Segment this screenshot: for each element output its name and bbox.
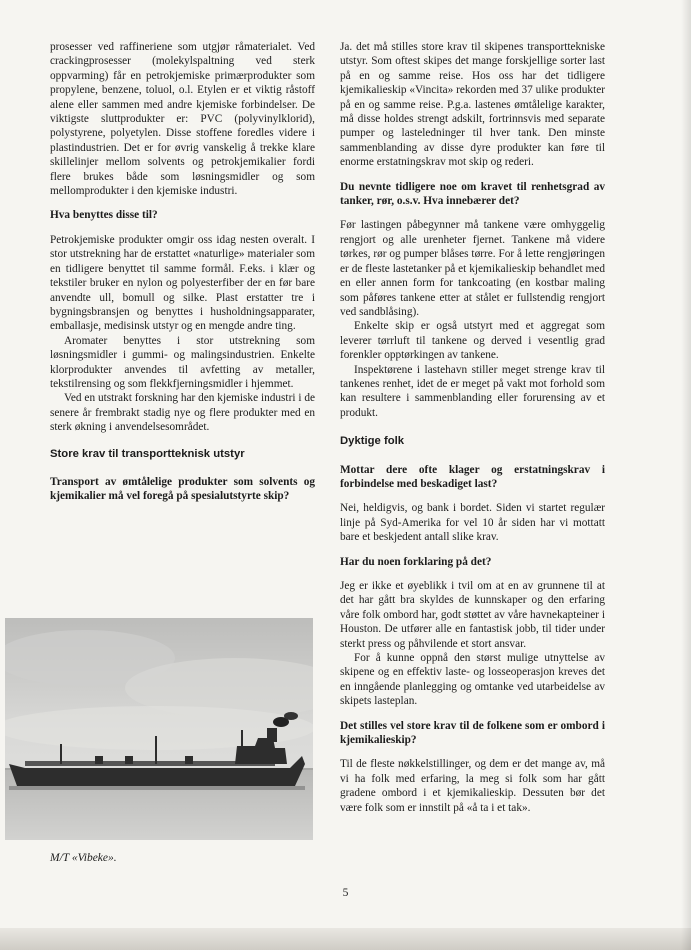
- right-paragraph-6: Jeg er ikke et øyeblikk i tvil om at en av grunnene til at det har gått bra skyldes de kunnskaper og den erfaring våre folk ombord har, godt støttet av våre havnekapteiner i Houston. De utfører alle en fantastisk jobb, til tider under sterkt press og påhvilende et stort ansvar.: [340, 580, 605, 650]
- photo-caption: M/T «Vibeke».: [50, 852, 117, 864]
- right-paragraph-1: Ja. det må stilles store krav til skipenes transporttekniske utstyr. Som oftest skipes det mange forskjellige sorter last på en og samme reise. Hos oss har det tidligere kjemikalieskip «Vincita» rekorden med 37 ulike produkter på en og samme reise. P.g.a. lastenes ømtålelige karakter, må disse holdes strengt adskilt, fortrinnsvis med separate pumper og lasteledninger til hver tank. Den minste sammenblanding av disse dyre produkter kan føre til enorme erstatningskrav mot skip og rederi.: [340, 41, 605, 169]
- right-question-4: Det stilles vel store krav til de folkene som er ombord i kjemikalieskip?: [340, 719, 605, 747]
- ship-photo: [5, 618, 313, 840]
- right-column: [340, 40, 605, 815]
- left-paragraph-1: prosesser ved raffineriene som utgjør råmaterialet. Ved crackingprosesser (molekylspaltning ved sterk oppvarming) får en petrokjemiske primærprodukter som propylene, benzene, toluol, o.l. Etylen er et viktig råstoff alene eller sammen med andre kjemiske forbindelser. De viktigste sluttprodukter er: PVC (polyvinylklorid), polystyrene, polyetylen. Disse stoffene foredles videre i plastindustrien. Det er for øvrig vanskelig å trekke klare skillelinjer mellom solvents og petrokjemikalier fordi flere brukes både som løsningsmidler og som mellomprodukter i den kjemiske industri.: [50, 41, 315, 198]
- right-paragraph-4: Inspektørene i lastehavn stiller meget strenge krav til tankenes renhet, idet de er meget på vakt mot forhold som kan resultere i sammenblanding eller forurensing av et produkt.: [340, 363, 605, 419]
- left-question-1: Hva benyttes disse til?: [50, 209, 158, 222]
- page-bottom-edge: [0, 928, 691, 950]
- right-question-1: Du nevnte tidligere noe om kravet til renhetsgrad av tanker, rør, o.s.v. Hva innebærer det?: [340, 180, 605, 208]
- right-section-heading: Dyktige folk: [340, 435, 405, 448]
- right-paragraph-7: For å kunne oppnå den størst mulige utnyttelse av skipene og en effektiv laste- og losseoperasjon kreves det en inngående planlegging og omtanke ved utarbeidelse av skipets lasteplan.: [340, 652, 605, 708]
- right-question-2: Mottar dere ofte klager og erstatningskrav i forbindelse med beskadiget last?: [340, 463, 605, 490]
- left-column: [50, 40, 315, 514]
- left-paragraph-2: Petrokjemiske produkter omgir oss idag nesten overalt. I stor utstrekning har de erstattet «naturlige» materialer som en tidligere benyttet til samme formål. F.eks. i klær og tekstiler bruker en nylon og polyesterfiber der en før bare anvendte ull, bomull og silke. Plast erstatter tre i bygningsbransjen og benyttes i husholdningsapparater, emballasje, medisinsk utstyr og en mengde andre ting.: [50, 233, 315, 333]
- left-paragraph-4: Ved en utstrakt forskning har den kjemiske industri i de senere år frembrakt stadig nye og flere produkter med en sterk økning i anvendelsesområdet.: [50, 392, 315, 434]
- left-question-2: Transport av ømtålelige produkter som solvents og kjemikalier må vel foregå på spesialutstyrte skip?: [50, 475, 315, 503]
- right-paragraph-8: Til de fleste nøkkelstillinger, og dem er det mange av, må vi ha folk med erfaring, la meg si folk som har gått gradene ombord i et kjemikalieskip. Dessuten bør det være folk som er innstilt på «å ta i et tak».: [340, 758, 605, 814]
- left-paragraph-3: Aromater benyttes i stor utstrekning som løsningsmidler i gummi- og malingsindustrien. Enkelte klorprodukter anvendes til avfetting av metaller, tekstilrensing og som flekkfjerningsmidler i hjemmet.: [50, 334, 315, 390]
- page-number: 5: [342, 887, 349, 899]
- right-question-3: Har du noen forklaring på det?: [340, 555, 492, 568]
- right-paragraph-2: Før lastingen påbegynner må tankene være omhyggelig rengjort og alle urenheter fjernet. Tankene må videre tørkes, rør og pumper blåses tørre. For å lette rengjøringen er de fleste lastetanker på et kjemikalieskip behandlet med en eller annen form for tankcoating (en kostbar maling som påføres tankene etter at stålet er fullstendig rengjort ved sandblåsing).: [340, 219, 605, 318]
- right-paragraph-3: Enkelte skip er også utstyrt med et aggregat som leverer tørrluft til tankene og derved i vesentlig grad forenkler opptørkingen av tankene.: [340, 320, 605, 362]
- page-right-shadow: [681, 0, 691, 950]
- right-paragraph-5: Nei, heldigvis, og bank i bordet. Siden vi startet regulær linje på Syd-Amerika for vel 10 år siden har vi mottatt bare et beskjedent antall slike krav.: [340, 502, 605, 544]
- left-section-heading: Store krav til transportteknisk utstyr: [50, 447, 245, 460]
